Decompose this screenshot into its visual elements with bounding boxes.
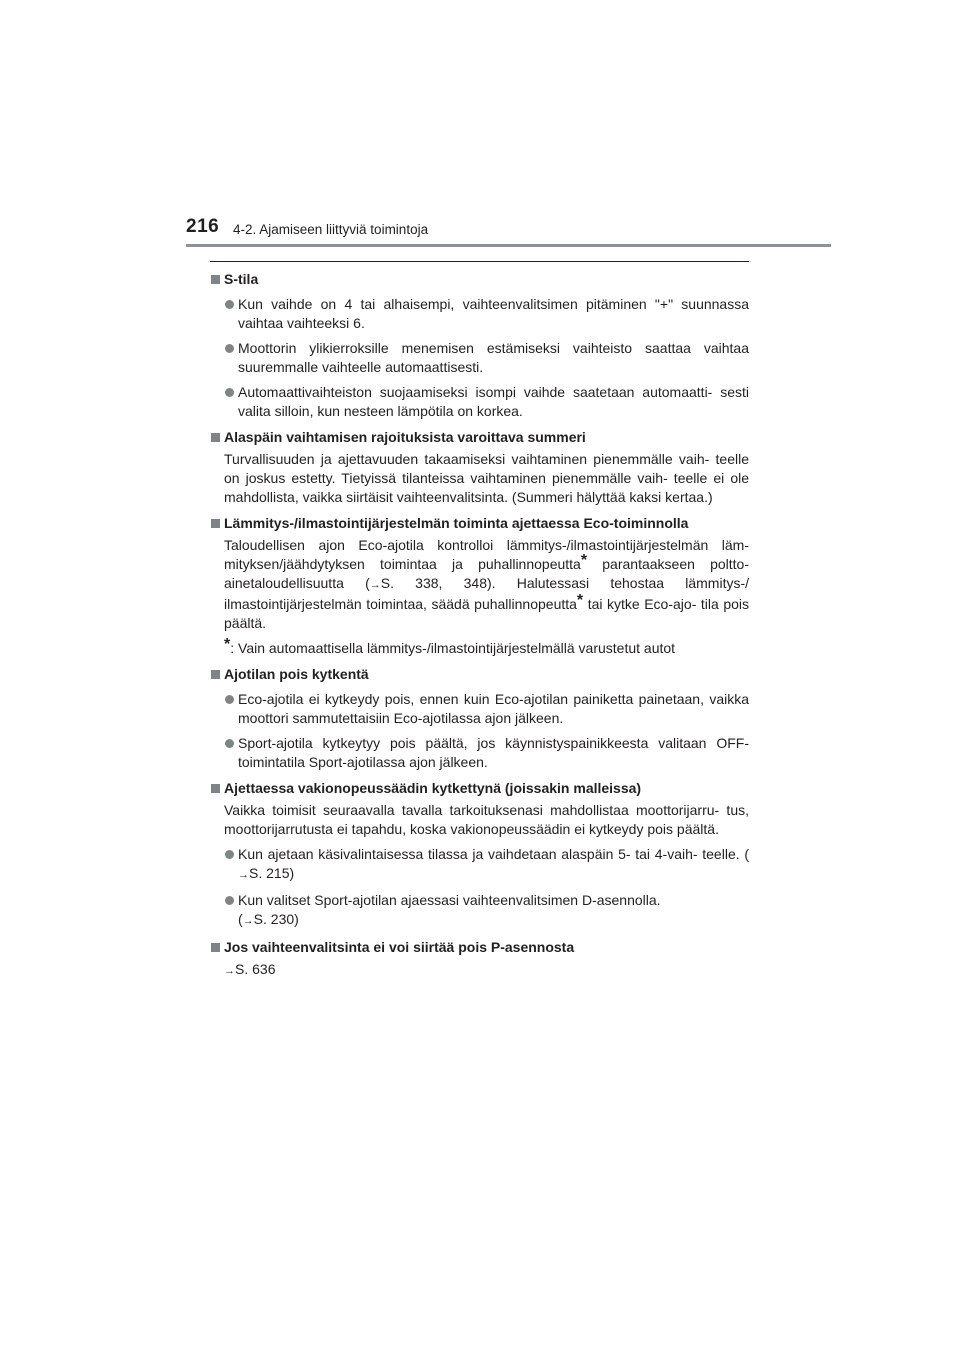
list-item-text: Sport-ajotila kytkeytyy pois päältä, jos käynnistyspainikkeesta valitaan OFF-toimintatila Sport-ajotilassa ajon jälkeen. (238, 735, 749, 770)
paragraph: Vaikka toimisit seuraavalla tavalla tarkoituksenasi mahdollistaa moottorijarru- tus, moottorijarrutusta ei tapahdu, koska vakionopeussäädin ei kytkeydy pois päältä. (224, 802, 749, 837)
footnote-text: : Vain automaattisella lämmitys-/ilmastointijärjestelmällä varustetut autot (230, 640, 676, 656)
paragraph-text: Taloudellisen ajon Eco-ajotila kontrolloi lämmitys-/ilmastointijärjestelmän läm- mityksen/jäähdytyksen toimintaa ja puhallinnopeutta (224, 537, 749, 572)
paragraph: Turvallisuuden ja ajettavuuden takaamiseksi vaihtaminen pienemmälle vaih- teelle on joskus estetty. Tietyissä tilanteissa vaihtaminen pienemmälle vaih- teelle ei ole mahdollista, vaikka siirtäisit vaihteenvalitsinta. (Summeri hälyttää kaksi kertaa.) (224, 451, 749, 505)
heading-text: Ajettaessa vakionopeussäädin kytkettynä (joissakin malleissa) (224, 780, 642, 796)
page-reference-link: S. 338, 348). Halutessasi tehostaa lämmitys-/ ilmastointijärjestelmän toimintaa, säädä puhallinnopeutta (224, 575, 750, 612)
paragraph-text: parantaakseen poltto- ainetaloudellisuutta ( (224, 556, 749, 591)
heading-p-asento (211, 938, 749, 957)
page-content (211, 270, 749, 981)
list-item (211, 734, 749, 772)
circle-bullet-icon (225, 896, 234, 905)
content-divider (210, 261, 749, 262)
square-bullet-icon (211, 784, 220, 793)
paragraph-text: ( (238, 911, 243, 927)
circle-bullet-icon (225, 344, 234, 353)
heading-s-tila (211, 270, 749, 289)
circle-bullet-icon (225, 850, 234, 859)
heading-ajotila (211, 665, 749, 684)
footnote-star-icon: * (576, 592, 584, 609)
circle-bullet-icon (225, 739, 234, 748)
page-reference-link: S. 636 (235, 961, 276, 977)
footnote (211, 636, 749, 658)
list-item (211, 845, 749, 885)
page-reference-link: S. 230) (253, 911, 299, 927)
footnote-star-icon: * (224, 636, 231, 653)
square-bullet-icon (211, 275, 220, 284)
list-item (211, 383, 749, 421)
list-item-text: Kun vaihde on 4 tai alhaisempi, vaihteenvalitsimen pitäminen "+" suunnassa vaihtaa vaihteeksi 6. (238, 296, 749, 331)
square-bullet-icon (211, 433, 220, 442)
paragraph-text: tai kytke Eco-ajo- tila pois päältä. (224, 596, 749, 631)
list-item (211, 339, 749, 377)
paragraph (211, 536, 749, 633)
list-item (211, 891, 749, 931)
arrow-right-icon: → (369, 579, 381, 591)
square-bullet-icon (211, 670, 220, 679)
circle-bullet-icon (225, 388, 234, 397)
list-item-text: Moottorin ylikierroksille menemisen estämiseksi vaihteisto saattaa vaihtaa suuremmalle vaihteelle automaattisesti. (238, 340, 749, 375)
heading-text: Alaspäin vaihtamisen rajoituksista varoittava summeri (224, 429, 586, 445)
arrow-right-icon: → (242, 915, 254, 927)
list-item-text: Eco-ajotila ei kytkeydy pois, ennen kuin Eco-ajotilan painiketta painetaan, vaikka moottori sammutettaisiin Eco-ajotilassa ajon jälkeen. (238, 691, 749, 726)
heading-text: Ajotilan pois kytkentä (224, 666, 369, 682)
reference-line (211, 960, 749, 981)
page-number: 216 (186, 216, 220, 237)
heading-text: Lämmitys-/ilmastointijärjestelmän toiminta ajettaessa Eco-toiminnolla (224, 515, 689, 531)
heading-summeri (211, 428, 749, 447)
page-reference-link: S. 215) (249, 865, 295, 881)
list-item-text: Kun valitset Sport-ajotilan ajaessasi vaihteenvalitsimen D-asennolla. (238, 892, 661, 908)
section-title: 4-2. Ajamiseen liittyviä toimintoja (233, 222, 429, 237)
heading-text: Jos vaihteenvalitsinta ei voi siirtää pois P-asennosta (224, 939, 575, 955)
list-item-text: Kun ajetaan käsivalintaisessa tilassa ja vaihdetaan alaspäin 5- tai 4-vaih- teelle. ( (238, 846, 749, 862)
heading-vakionopeus (211, 779, 749, 798)
footnote-star-icon: * (580, 552, 588, 569)
circle-bullet-icon (225, 300, 234, 309)
list-item-text: Automaattivaihteiston suojaamiseksi isompi vaihde saatetaan automaatti- sesti valita silloin, kun nesteen lämpötila on korkea. (238, 384, 749, 419)
heading-eco (211, 514, 749, 533)
square-bullet-icon (211, 943, 220, 952)
list-item (211, 690, 749, 728)
arrow-right-icon: → (224, 965, 235, 977)
square-bullet-icon (211, 519, 220, 528)
heading-text: S-tila (224, 271, 259, 287)
circle-bullet-icon (225, 695, 234, 704)
header-divider (186, 244, 831, 247)
arrow-right-icon: → (238, 869, 249, 881)
list-item (211, 295, 749, 333)
